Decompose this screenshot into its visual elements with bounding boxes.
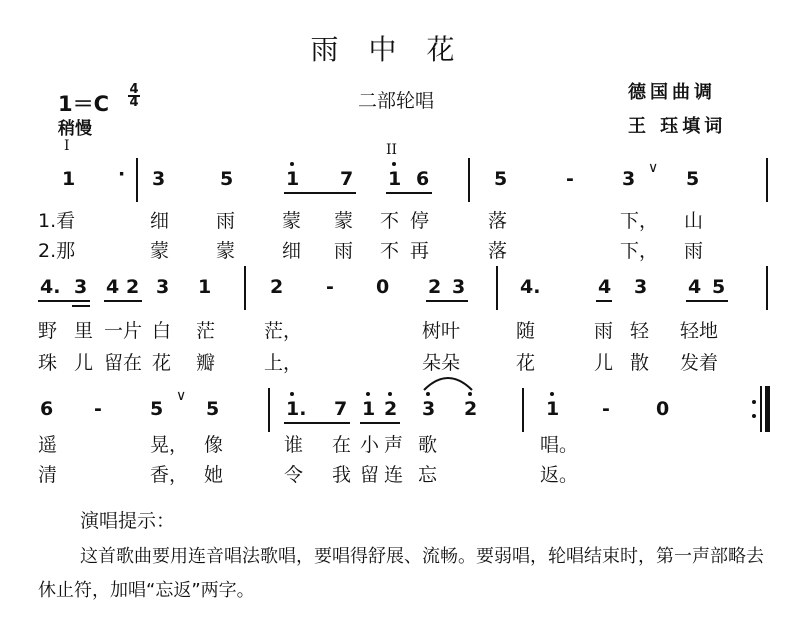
lyric: 1.看 <box>38 210 76 232</box>
lyric: 雨 <box>334 240 354 262</box>
lyric: 小 <box>360 434 380 456</box>
dash: - <box>566 168 574 190</box>
note: 5 <box>206 398 220 420</box>
barline <box>244 266 246 310</box>
octave-dot <box>366 392 370 396</box>
beam <box>596 300 612 302</box>
lyric: 珠 <box>38 352 58 374</box>
note: 5 <box>150 398 164 420</box>
lyric: 返。 <box>540 464 579 486</box>
lyric: 香， <box>150 464 189 486</box>
lyric: 山 <box>684 210 704 232</box>
lyric: 蒙 <box>150 240 170 262</box>
lyric: 轻 <box>630 320 650 342</box>
note: 1 <box>388 168 402 190</box>
beam <box>386 192 432 194</box>
lyric: 花 <box>152 352 172 374</box>
subtitle: 二部轮唱 <box>358 90 435 112</box>
final-barline-thin <box>760 386 762 432</box>
note: 5 <box>220 168 234 190</box>
octave-dot <box>468 392 472 396</box>
note: 3 <box>156 276 170 298</box>
barline <box>522 388 524 432</box>
lyric: 歌 <box>418 434 438 456</box>
lyric: 一片 <box>104 320 143 342</box>
lyric: 树叶 <box>422 320 461 342</box>
lyric: 不 <box>380 210 400 232</box>
lyric: 落 <box>488 240 508 262</box>
beam <box>284 192 356 194</box>
lyric: 忘 <box>418 464 438 486</box>
tips-text: 这首歌曲要用连音唱法歌唱，要唱得舒展、流畅。要弱唱，轮唱结束时，第一声部略去休止符，加唱“忘返”两字。 <box>38 546 764 601</box>
note: 3 <box>634 276 648 298</box>
note: 1 <box>546 398 560 420</box>
lyric: 2.那 <box>38 240 76 262</box>
time-bottom: 4 <box>129 95 139 110</box>
lyric: 晃， <box>150 434 189 456</box>
lyric: 茫， <box>264 320 303 342</box>
lyric: 随 <box>516 320 536 342</box>
lyric: 像 <box>204 434 224 456</box>
note: 2 <box>270 276 284 298</box>
lyric: 花 <box>516 352 536 374</box>
barline <box>268 388 270 432</box>
lyric: 茫 <box>196 320 216 342</box>
lyric: 发着 <box>680 352 719 374</box>
lyric: 里 <box>74 320 94 342</box>
final-barline-thick <box>765 386 770 432</box>
lyric: 不 <box>380 240 400 262</box>
note: 4 <box>688 276 702 298</box>
note: 3 <box>74 276 88 298</box>
octave-dot <box>392 162 396 166</box>
lyric: 散 <box>630 352 650 374</box>
lyric: 下， <box>620 210 659 232</box>
note: 7 <box>334 398 348 420</box>
lyric: 轻地 <box>680 320 719 342</box>
rest: 0 <box>656 398 670 420</box>
note: 4 <box>598 276 612 298</box>
lyric: 朵朵 <box>422 352 461 374</box>
beam <box>686 300 728 302</box>
lyric: 瓣 <box>196 352 216 374</box>
lyric: 清 <box>38 464 58 486</box>
lyric: 雨 <box>594 320 614 342</box>
part-mark-2: II <box>386 142 398 158</box>
lyricist-credit: 王 珏填词 <box>628 116 727 137</box>
key-text: 1＝C <box>58 92 110 116</box>
octave-dot <box>388 392 392 396</box>
repeat-dot <box>752 400 756 404</box>
lyric: 蒙 <box>282 210 302 232</box>
barline <box>496 266 498 310</box>
note: 3 <box>422 398 436 420</box>
barline <box>136 158 138 202</box>
lyric: 连 <box>384 464 404 486</box>
dash: - <box>602 398 610 420</box>
octave-dot <box>290 392 294 396</box>
lyric: 雨 <box>684 240 704 262</box>
lyric: 儿 <box>594 352 614 374</box>
lyric: 细 <box>282 240 302 262</box>
lyric: 停 <box>410 210 430 232</box>
lyric: 在 <box>332 434 352 456</box>
dash: - <box>326 276 334 298</box>
note: 5 <box>686 168 700 190</box>
lyric: 野 <box>38 320 58 342</box>
note: 2 <box>126 276 140 298</box>
lyric: 遥 <box>38 434 58 456</box>
tips-heading: 演唱提示： <box>80 510 176 532</box>
beam <box>360 422 400 424</box>
lyric: 再 <box>410 240 430 262</box>
breath-mark: ∨ <box>176 388 187 404</box>
note: 1 <box>198 276 212 298</box>
barline <box>468 158 470 202</box>
note: 6 <box>40 398 54 420</box>
beam <box>104 300 142 302</box>
note: 4. <box>520 276 541 298</box>
part-mark-1: I <box>64 138 70 154</box>
note: 1. <box>286 398 307 420</box>
note: 5 <box>712 276 726 298</box>
barline <box>766 266 768 310</box>
song-title: 雨中花 <box>310 33 485 66</box>
note: 3 <box>622 168 636 190</box>
note: 1 <box>362 398 376 420</box>
note: 7 <box>340 168 354 190</box>
beam <box>72 305 90 307</box>
lyric: 唱。 <box>540 434 579 456</box>
lyric: 落 <box>488 210 508 232</box>
lyric: 白 <box>152 320 172 342</box>
composer-credit: 德国曲调 <box>628 82 716 103</box>
tempo-marking: 稍慢 <box>58 119 92 139</box>
beam <box>284 422 350 424</box>
note-dot: · <box>118 163 126 185</box>
lyric: 上， <box>264 352 303 374</box>
time-top: 4 <box>129 82 139 97</box>
lyric: 我 <box>332 464 352 486</box>
barline <box>766 158 768 202</box>
note: 4 <box>106 276 120 298</box>
slur <box>420 372 476 392</box>
note: 5 <box>494 168 508 190</box>
rest: 0 <box>376 276 390 298</box>
lyric: 她 <box>204 464 224 486</box>
lyric: 细 <box>150 210 170 232</box>
note: 2 <box>384 398 398 420</box>
lyric: 蒙 <box>216 240 236 262</box>
octave-dot <box>426 392 430 396</box>
note: 1 <box>62 168 76 190</box>
octave-dot <box>290 162 294 166</box>
lyric: 留 <box>360 464 380 486</box>
lyric: 儿 <box>74 352 94 374</box>
dash: - <box>94 398 102 420</box>
lyric: 雨 <box>216 210 236 232</box>
note: 1 <box>286 168 300 190</box>
lyric: 谁 <box>284 434 304 456</box>
lyric: 留在 <box>104 352 143 374</box>
breath-mark: ∨ <box>648 160 659 176</box>
repeat-dot <box>752 414 756 418</box>
octave-dot <box>550 392 554 396</box>
note: 4. <box>40 276 61 298</box>
note: 6 <box>416 168 430 190</box>
lyric: 令 <box>284 464 304 486</box>
note: 2 <box>428 276 442 298</box>
note: 3 <box>452 276 466 298</box>
beam <box>426 300 468 302</box>
beam <box>38 300 90 302</box>
lyric: 下， <box>620 240 659 262</box>
note: 3 <box>152 168 166 190</box>
lyric: 蒙 <box>334 210 354 232</box>
note: 2 <box>464 398 478 420</box>
lyric: 声 <box>384 434 404 456</box>
time-signature <box>128 84 140 108</box>
